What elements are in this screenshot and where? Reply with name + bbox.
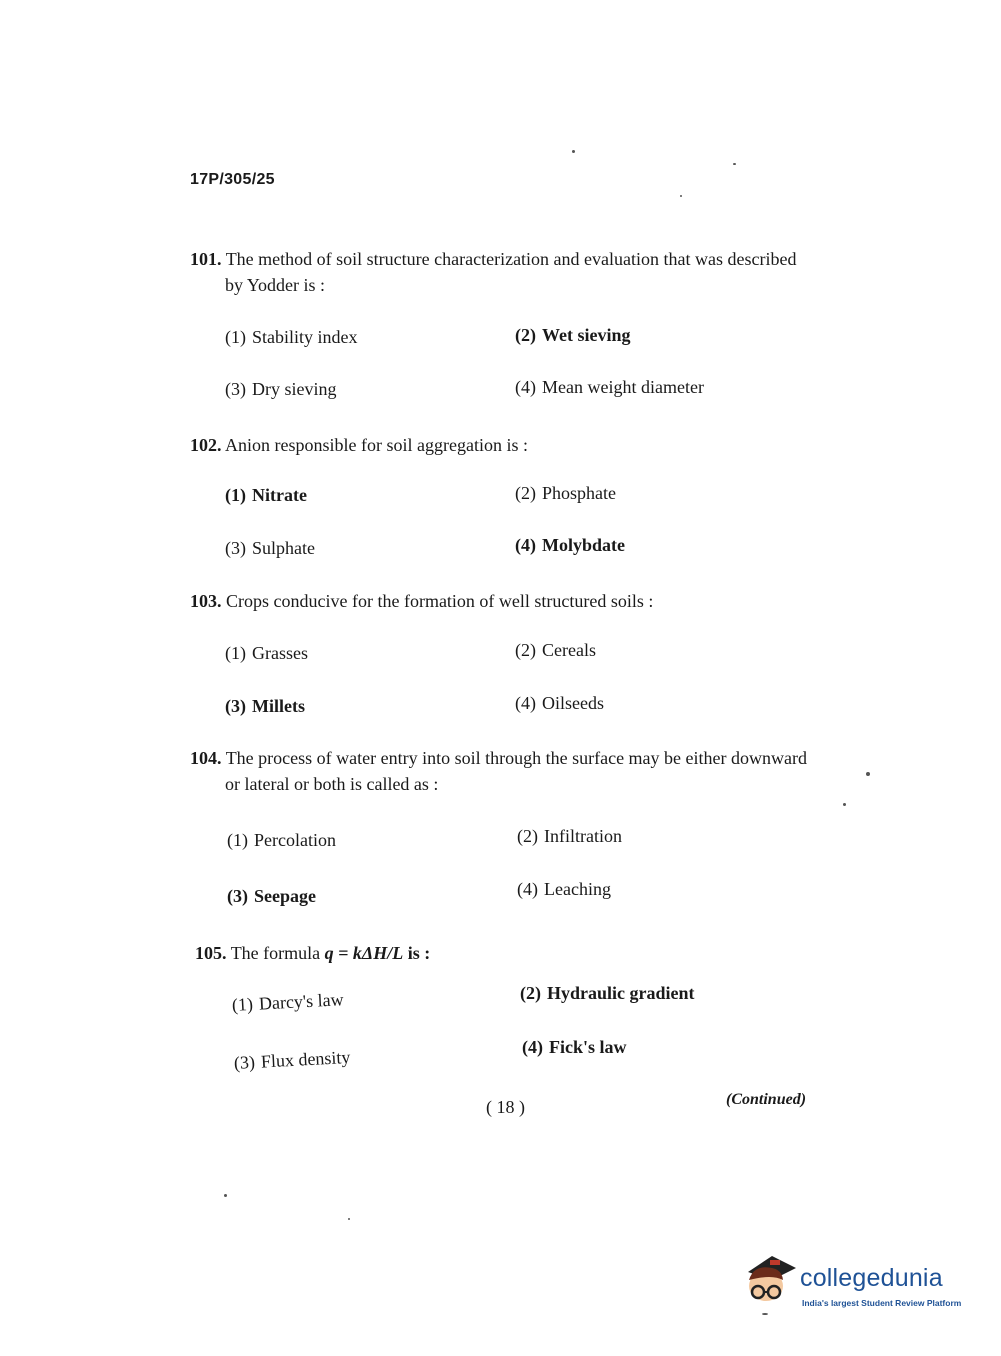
option-1 bbox=[231, 989, 344, 1016]
question-text: The method of soil structure characterization and evaluation that was described bbox=[225, 249, 797, 269]
option-text: Leaching bbox=[544, 879, 611, 899]
option-3 bbox=[233, 1047, 350, 1074]
scan-speck bbox=[224, 1194, 227, 1197]
option-1 bbox=[225, 485, 307, 506]
scan-speck bbox=[866, 772, 870, 776]
option-label: (4) bbox=[515, 377, 536, 397]
option-text: Molybdate bbox=[542, 535, 625, 555]
option-label: (4) bbox=[522, 1037, 543, 1057]
question-text: The process of water entry into soil through the surface may be either downward bbox=[225, 748, 807, 768]
option-2 bbox=[515, 483, 616, 504]
option-text: Stability index bbox=[252, 327, 358, 347]
option-label: (2) bbox=[515, 325, 536, 345]
option-2 bbox=[517, 826, 622, 847]
question-104 bbox=[190, 745, 807, 797]
option-2 bbox=[515, 325, 631, 346]
option-text: Wet sieving bbox=[542, 325, 631, 345]
option-3 bbox=[225, 538, 315, 559]
option-label: (1) bbox=[225, 327, 246, 347]
question-105 bbox=[195, 940, 430, 966]
option-2 bbox=[515, 640, 596, 661]
option-label: (1) bbox=[227, 830, 248, 850]
brand-name: collegedunia bbox=[800, 1264, 943, 1292]
option-text: Hydraulic gradient bbox=[547, 983, 695, 1003]
question-103 bbox=[190, 588, 653, 614]
option-1 bbox=[227, 830, 336, 851]
continued-label: (Continued) bbox=[726, 1091, 807, 1108]
option-text: Seepage bbox=[254, 886, 316, 906]
option-label: (3) bbox=[225, 379, 246, 399]
option-label: (2) bbox=[520, 983, 541, 1003]
option-label: (3) bbox=[225, 538, 246, 558]
question-number: 103. bbox=[190, 591, 222, 611]
option-2 bbox=[520, 983, 695, 1004]
scan-speck bbox=[680, 195, 682, 197]
option-text: Flux density bbox=[260, 1046, 351, 1072]
scan-speck bbox=[733, 163, 736, 165]
option-label: (1) bbox=[231, 993, 254, 1015]
question-102 bbox=[190, 432, 528, 458]
option-label: (1) bbox=[225, 643, 246, 663]
option-text: Fick's law bbox=[549, 1037, 627, 1057]
option-4 bbox=[517, 879, 611, 900]
question-text: Anion responsible for soil aggregation is : bbox=[225, 435, 528, 455]
question-101 bbox=[190, 246, 796, 298]
question-number: 105. bbox=[195, 943, 227, 963]
option-label: (4) bbox=[515, 693, 536, 713]
option-label: (2) bbox=[515, 483, 536, 503]
scan-speck bbox=[348, 1218, 350, 1220]
option-text: Millets bbox=[252, 696, 305, 716]
option-label: (1) bbox=[225, 485, 246, 505]
question-number: 101. bbox=[190, 249, 222, 269]
option-4 bbox=[515, 535, 625, 556]
paper-code: 17P/305/25 bbox=[190, 171, 275, 188]
scan-speck bbox=[843, 803, 846, 806]
scan-speck bbox=[572, 150, 575, 153]
question-text-continued: or lateral or both is called as : bbox=[225, 774, 439, 794]
option-3 bbox=[225, 696, 305, 717]
option-label: (3) bbox=[233, 1051, 256, 1073]
option-text: Phosphate bbox=[542, 483, 616, 503]
option-text: Infiltration bbox=[544, 826, 622, 846]
formula: q = kΔH/L bbox=[324, 943, 404, 963]
option-3 bbox=[225, 379, 337, 400]
option-4 bbox=[515, 377, 704, 398]
option-text: Mean weight diameter bbox=[542, 377, 704, 397]
page-number: ( 18 ) bbox=[486, 1097, 525, 1117]
option-label: (2) bbox=[515, 640, 536, 660]
question-text: Crops conducive for the formation of well structured soils : bbox=[226, 591, 654, 611]
option-text: Darcy's law bbox=[258, 989, 345, 1014]
question-text-continued: by Yodder is : bbox=[225, 275, 326, 295]
option-label: (4) bbox=[517, 879, 538, 899]
brand-tagline: India's largest Student Review Platform bbox=[802, 1298, 962, 1308]
question-number: 102. bbox=[190, 435, 222, 455]
option-3 bbox=[227, 886, 316, 907]
option-1 bbox=[225, 327, 358, 348]
option-1 bbox=[225, 643, 308, 664]
option-text: Percolation bbox=[254, 830, 336, 850]
option-label: (2) bbox=[517, 826, 538, 846]
option-text: Sulphate bbox=[252, 538, 315, 558]
mascot-icon bbox=[742, 1250, 798, 1310]
option-label: (3) bbox=[225, 696, 246, 716]
option-text: Oilseeds bbox=[542, 693, 604, 713]
question-text-end: is : bbox=[407, 943, 431, 963]
option-text: Nitrate bbox=[252, 485, 307, 505]
option-text: Dry sieving bbox=[252, 379, 337, 399]
option-text: Grasses bbox=[252, 643, 308, 663]
question-text: The formula bbox=[230, 943, 321, 963]
option-label: (3) bbox=[227, 886, 248, 906]
question-number: 104. bbox=[190, 748, 222, 768]
collegedunia-logo bbox=[742, 1250, 972, 1320]
option-label: (4) bbox=[515, 535, 536, 555]
option-4 bbox=[515, 693, 604, 714]
option-text: Cereals bbox=[542, 640, 596, 660]
option-4 bbox=[522, 1037, 627, 1058]
